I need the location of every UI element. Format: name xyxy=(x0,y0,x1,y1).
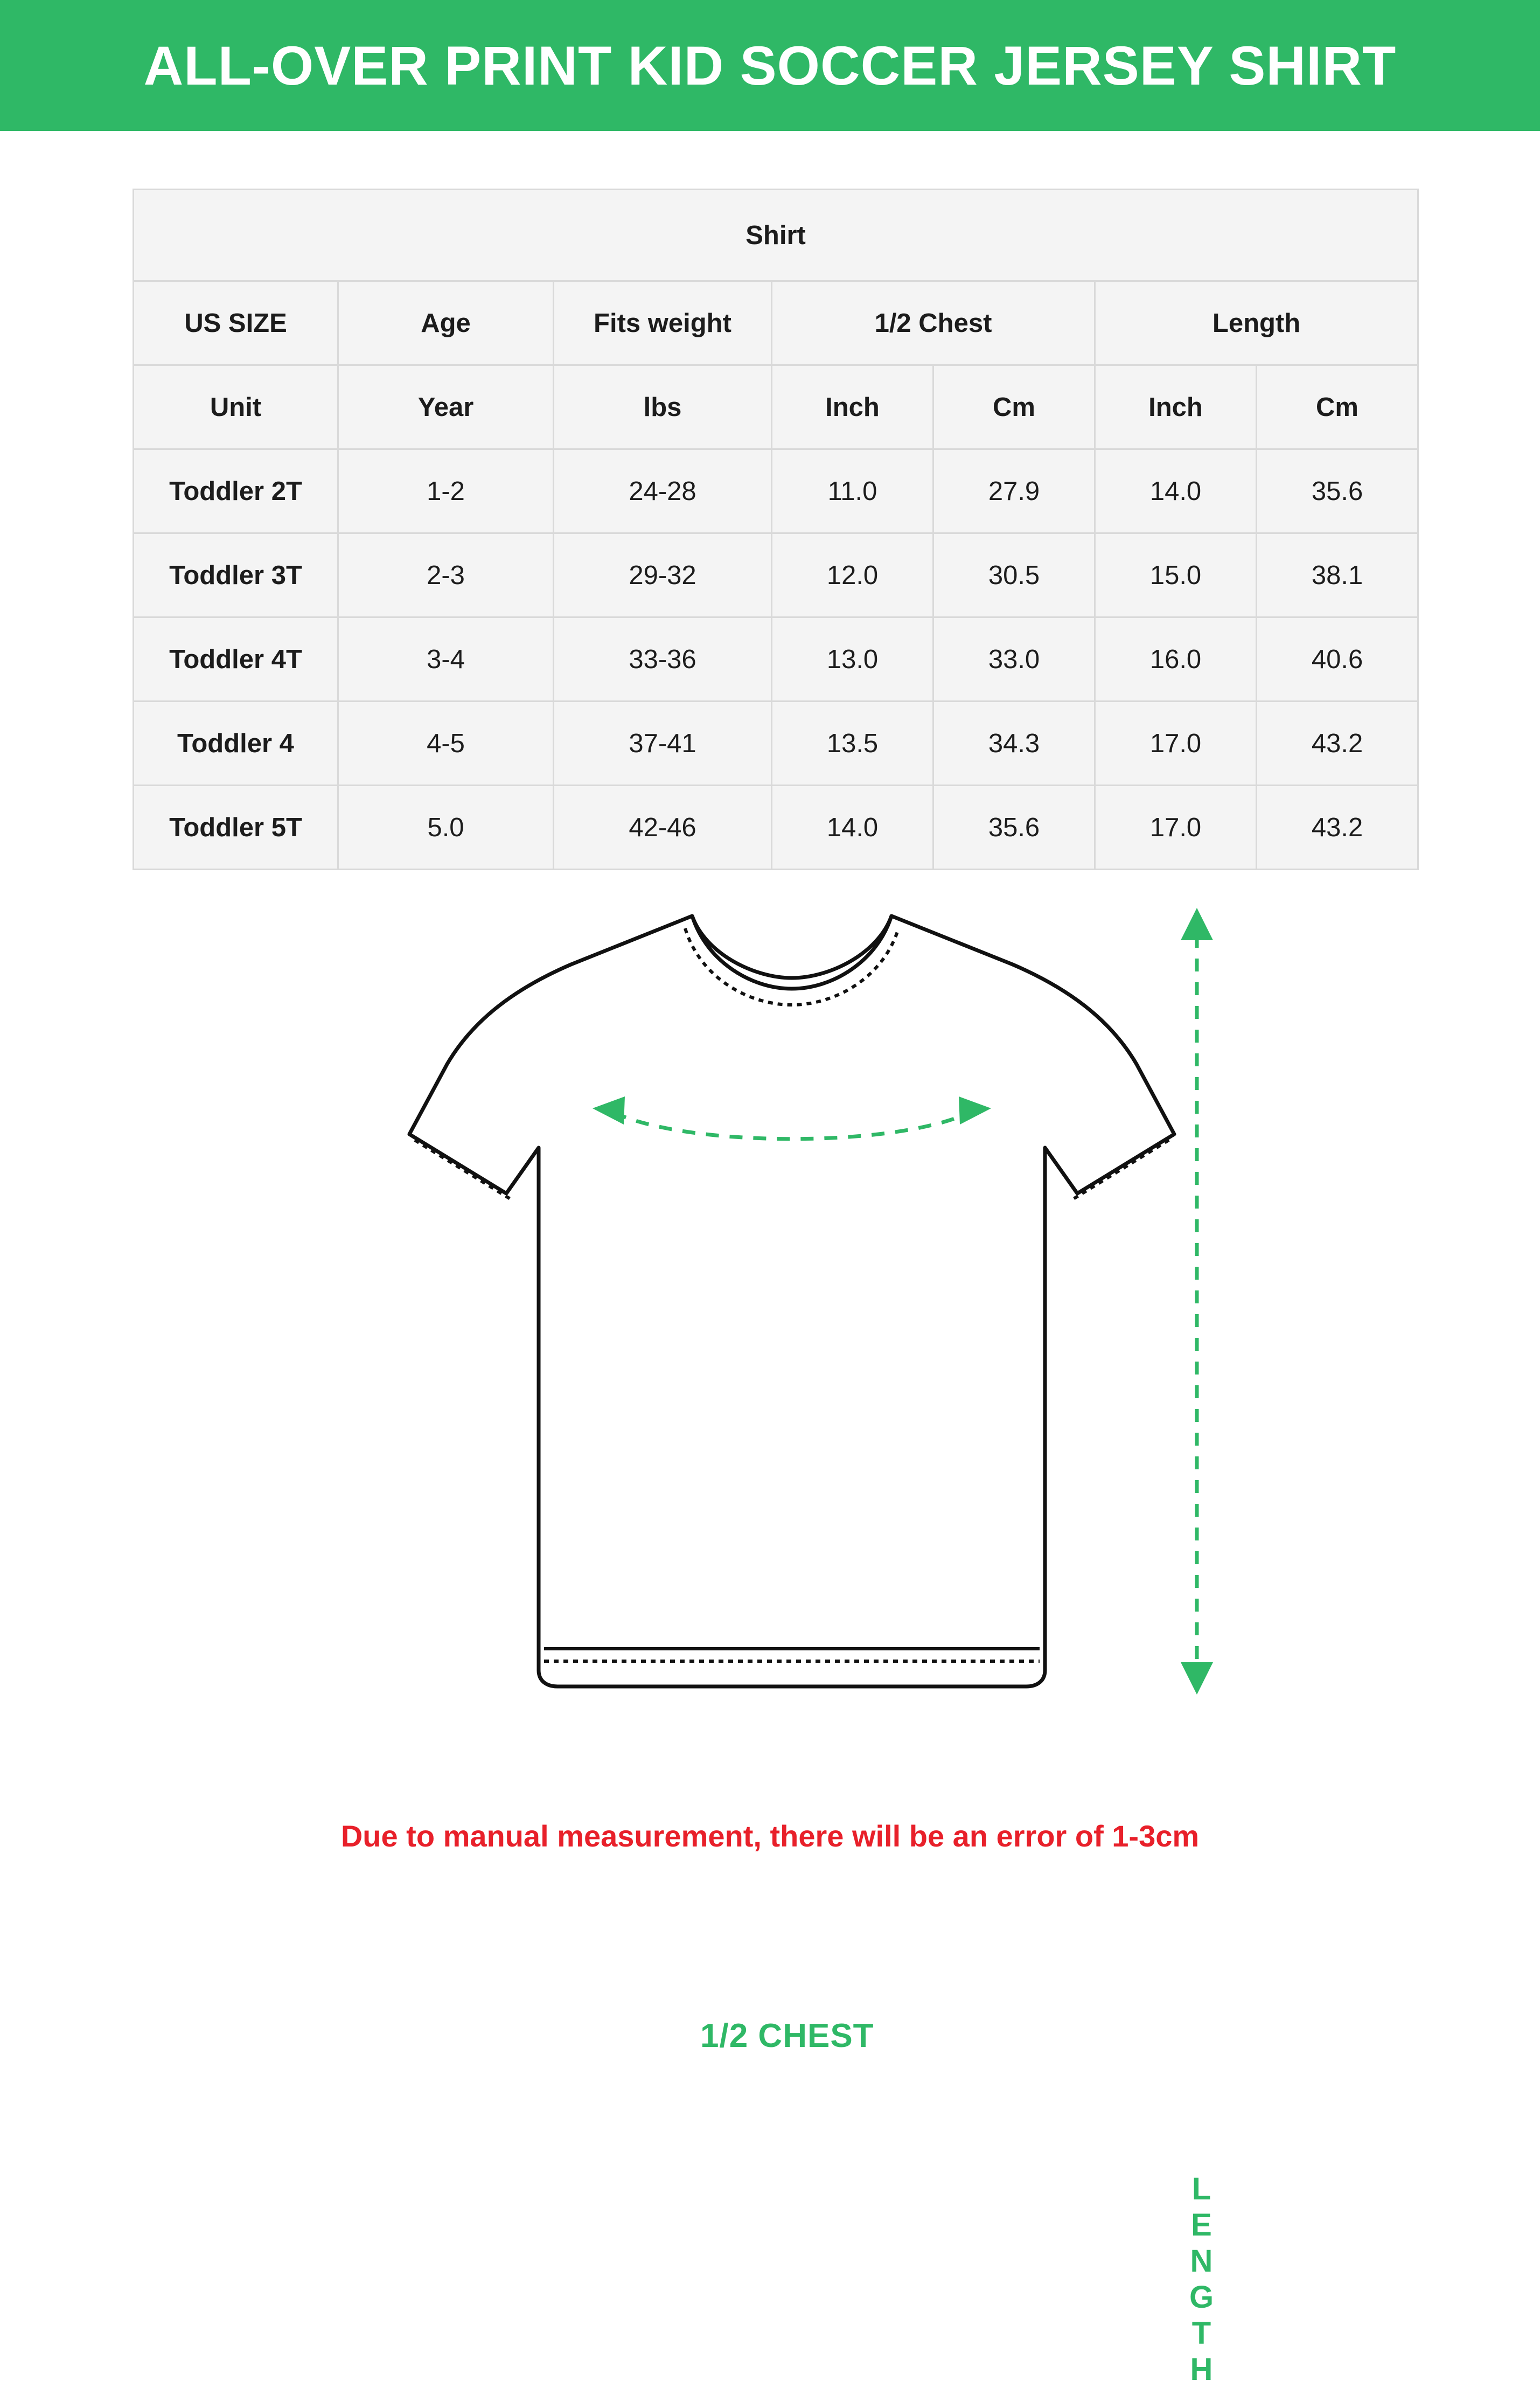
cell-age: 5.0 xyxy=(338,786,554,870)
cell-chest-cm: 30.5 xyxy=(933,533,1095,617)
table-row xyxy=(134,786,1418,870)
cell-chest-cm: 27.9 xyxy=(933,449,1095,533)
tshirt-outline xyxy=(409,916,1174,1686)
cell-length-cm: 43.2 xyxy=(1257,786,1418,870)
cell-length-cm: 35.6 xyxy=(1257,449,1418,533)
cell-length-inch: 15.0 xyxy=(1095,533,1257,617)
cell-age: 2-3 xyxy=(338,533,554,617)
cell-weight: 24-28 xyxy=(554,449,772,533)
table-group-header-row xyxy=(134,281,1418,365)
cell-weight: 37-41 xyxy=(554,702,772,786)
header-banner xyxy=(0,0,1540,131)
cell-size: Toddler 5T xyxy=(134,786,338,870)
cell-chest-cm: 35.6 xyxy=(933,786,1095,870)
cell-size: Toddler 4T xyxy=(134,617,338,702)
page-title: ALL-OVER PRINT KID SOCCER JERSEY SHIRT xyxy=(143,34,1397,96)
cell-chest-inch: 13.0 xyxy=(772,617,933,702)
cell-chest-inch: 11.0 xyxy=(772,449,933,533)
cell-length-inch: 17.0 xyxy=(1095,702,1257,786)
length-measure-arrow xyxy=(1181,908,1213,1695)
table-row xyxy=(134,617,1418,702)
measurement-disclaimer: Due to manual measurement, there will be an error of 1-3cm xyxy=(340,1819,1200,1853)
cell-length-inch: 17.0 xyxy=(1095,786,1257,870)
table-row xyxy=(134,702,1418,786)
cell-length-inch: 16.0 xyxy=(1095,617,1257,702)
chest-measure-label: 1/2 CHEST xyxy=(700,2017,874,2054)
cell-size: Toddler 2T xyxy=(134,449,338,533)
header-us-size: US SIZE xyxy=(134,281,338,365)
cell-size: Toddler 3T xyxy=(134,533,338,617)
cell-chest-inch: 14.0 xyxy=(772,786,933,870)
cell-length-cm: 38.1 xyxy=(1257,533,1418,617)
table-row xyxy=(134,533,1418,617)
cell-chest-cm: 33.0 xyxy=(933,617,1095,702)
cell-chest-inch: 12.0 xyxy=(772,533,933,617)
header-length: Length xyxy=(1095,281,1418,365)
cell-weight: 29-32 xyxy=(554,533,772,617)
cell-chest-inch: 13.5 xyxy=(772,702,933,786)
size-table-container xyxy=(133,189,1407,870)
cell-length-cm: 40.6 xyxy=(1257,617,1418,702)
cell-age: 3-4 xyxy=(338,617,554,702)
table-caption: Shirt xyxy=(134,190,1418,281)
cell-length-cm: 43.2 xyxy=(1257,702,1418,786)
unit-length-cm: Cm xyxy=(1257,365,1418,449)
cell-length-inch: 14.0 xyxy=(1095,449,1257,533)
header-age: Age xyxy=(338,281,554,365)
table-row xyxy=(134,449,1418,533)
cell-size: Toddler 4 xyxy=(134,702,338,786)
table-caption-row xyxy=(134,190,1418,281)
table-unit-header-row xyxy=(134,365,1418,449)
unit-chest-cm: Cm xyxy=(933,365,1095,449)
shirt-illustration-svg xyxy=(0,903,1540,1818)
unit-lbs: lbs xyxy=(554,365,772,449)
cell-weight: 33-36 xyxy=(554,617,772,702)
unit-chest-inch: Inch xyxy=(772,365,933,449)
cell-age: 1-2 xyxy=(338,449,554,533)
unit-length-inch: Inch xyxy=(1095,365,1257,449)
unit-year: Year xyxy=(338,365,554,449)
unit-label: Unit xyxy=(134,365,338,449)
header-fits-weight: Fits weight xyxy=(554,281,772,365)
cell-chest-cm: 34.3 xyxy=(933,702,1095,786)
cell-age: 4-5 xyxy=(338,702,554,786)
length-measure-label: LENGTH xyxy=(1184,2171,1219,2388)
header-half-chest: 1/2 Chest xyxy=(772,281,1095,365)
size-chart-table xyxy=(133,189,1419,870)
cell-weight: 42-46 xyxy=(554,786,772,870)
